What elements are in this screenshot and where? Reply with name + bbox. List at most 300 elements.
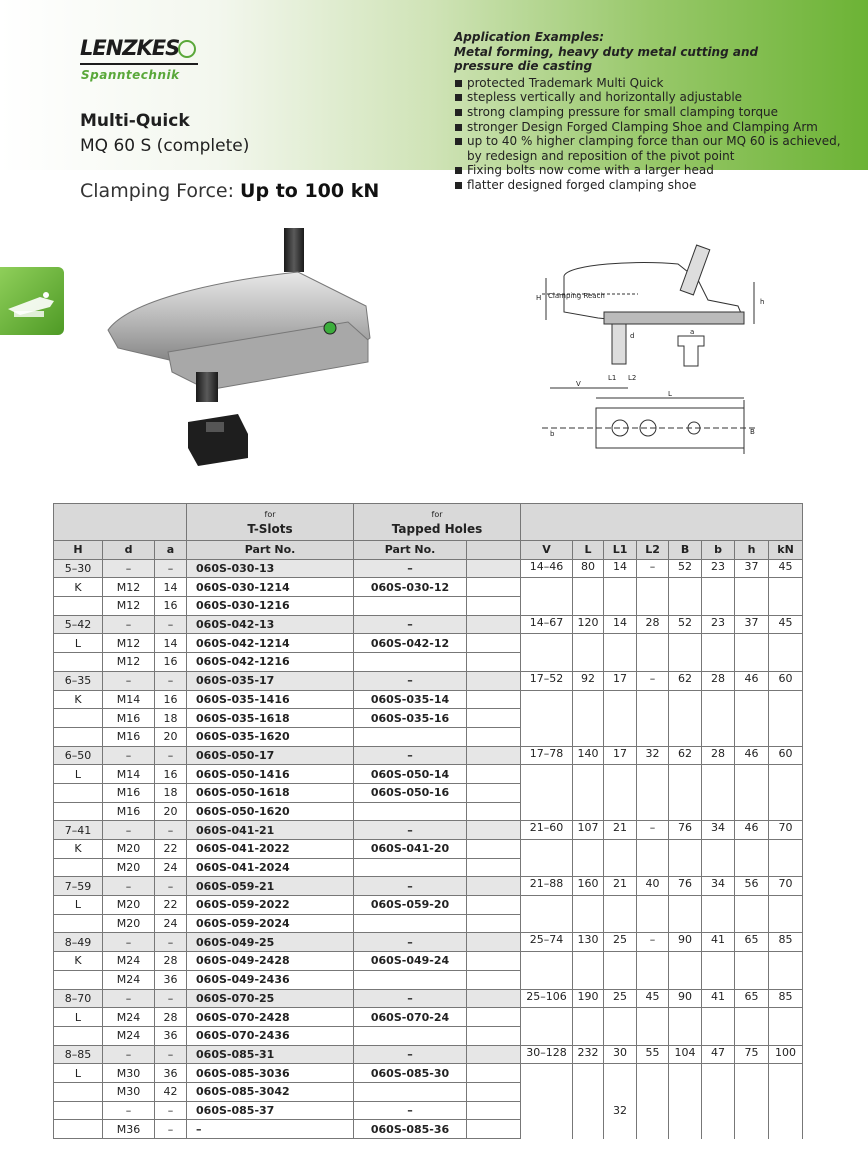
cell-spec: 100	[769, 1045, 803, 1064]
cell-spec: 23	[702, 559, 735, 578]
technical-drawing	[528, 240, 858, 470]
cell-spec	[637, 858, 669, 877]
fixing-bolt	[196, 372, 218, 402]
cell-spec	[769, 840, 803, 859]
cell-spec: 14–46	[521, 559, 573, 578]
cell-spec	[702, 709, 735, 728]
cell-spec	[637, 914, 669, 933]
svg-text:L: L	[668, 390, 672, 398]
cell-part-tslot: 060S-042-13	[187, 615, 354, 634]
cell-spec	[702, 1064, 735, 1083]
cell-part-tapped: 060S-035-16	[354, 709, 467, 728]
cell-d: M30	[103, 1082, 155, 1101]
cell-spec: 80	[573, 559, 604, 578]
cell-H	[54, 914, 103, 933]
cell-a: –	[155, 1101, 187, 1120]
cell-spacer	[467, 746, 521, 765]
cell-spacer	[467, 783, 521, 802]
cell-spacer	[467, 933, 521, 952]
cell-part-tslot: 060S-030-1216	[187, 597, 354, 616]
cell-spec	[521, 896, 573, 915]
table-row	[54, 1064, 803, 1083]
cell-spec	[573, 653, 604, 672]
cell-spec	[573, 952, 604, 971]
cell-d: M14	[103, 765, 155, 784]
cell-spec	[521, 970, 573, 989]
cell-spacer	[467, 653, 521, 672]
cell-spec: 21	[604, 821, 637, 840]
cell-spec: 21	[604, 877, 637, 896]
cell-a: 14	[155, 634, 187, 653]
cell-spacer	[467, 914, 521, 933]
spirit-level-icon	[324, 322, 336, 334]
cell-part-tslot: 060S-059-2022	[187, 896, 354, 915]
cell-spec	[735, 690, 769, 709]
cell-spec	[735, 1008, 769, 1027]
cell-H	[54, 802, 103, 821]
cell-H	[54, 727, 103, 746]
cell-spec	[521, 858, 573, 877]
cell-spec: 70	[769, 821, 803, 840]
category-tab[interactable]	[0, 267, 64, 335]
cell-part-tslot: 060S-070-2436	[187, 1026, 354, 1045]
t-slot-nut	[188, 414, 248, 466]
cell-spec	[669, 952, 702, 971]
cell-spec	[637, 970, 669, 989]
cell-spec: 25–74	[521, 933, 573, 952]
cell-spec	[669, 970, 702, 989]
cell-spec	[637, 840, 669, 859]
cell-d: –	[103, 615, 155, 634]
cell-a: 18	[155, 709, 187, 728]
cell-spacer	[467, 821, 521, 840]
cell-spec: 120	[573, 615, 604, 634]
cell-spec: 55	[637, 1045, 669, 1064]
cell-spec	[769, 765, 803, 784]
cell-spec	[521, 578, 573, 597]
cell-spec	[604, 653, 637, 672]
side-view-bolt	[612, 324, 626, 364]
cell-spec: 32	[637, 746, 669, 765]
cell-spec	[573, 1064, 604, 1083]
cell-spec	[735, 896, 769, 915]
cell-part-tslot: 060S-050-1618	[187, 783, 354, 802]
cell-spec	[604, 1026, 637, 1045]
table-row	[54, 690, 803, 709]
cell-d: M12	[103, 578, 155, 597]
cell-spec	[573, 1008, 604, 1027]
cell-H	[54, 858, 103, 877]
cell-spec	[769, 1101, 803, 1120]
cell-spec	[669, 1026, 702, 1045]
cell-spec	[702, 578, 735, 597]
side-view-shoe	[604, 312, 744, 324]
cell-part-tapped: 060S-050-14	[354, 765, 467, 784]
cell-H: L	[54, 1008, 103, 1027]
cell-spacer	[467, 952, 521, 971]
cell-part-tapped: –	[354, 671, 467, 690]
cell-spec: 104	[669, 1045, 702, 1064]
cell-spec	[669, 578, 702, 597]
cell-part-tslot: 060S-070-2428	[187, 1008, 354, 1027]
cell-a: 18	[155, 783, 187, 802]
cell-spec: 52	[669, 615, 702, 634]
cell-part-tslot: 060S-059-2024	[187, 914, 354, 933]
cell-spec	[735, 914, 769, 933]
table-row	[54, 840, 803, 859]
cell-spec	[702, 952, 735, 971]
cell-spec	[702, 802, 735, 821]
cell-spacer	[467, 709, 521, 728]
cell-spec	[521, 765, 573, 784]
cell-spec: 37	[735, 615, 769, 634]
force-label: Clamping Force:	[80, 180, 234, 202]
cell-spec	[637, 1064, 669, 1083]
cell-part-tslot: 060S-035-17	[187, 671, 354, 690]
cell-spec	[769, 1120, 803, 1139]
cell-spec	[669, 1008, 702, 1027]
cell-spec	[637, 802, 669, 821]
cell-a: 24	[155, 914, 187, 933]
cell-spec	[573, 709, 604, 728]
cell-part-tapped: 060S-085-30	[354, 1064, 467, 1083]
cell-H: L	[54, 634, 103, 653]
cell-spec: 17–78	[521, 746, 573, 765]
table-row	[54, 653, 803, 672]
cell-d: M14	[103, 690, 155, 709]
cell-spec	[702, 727, 735, 746]
cell-spec: 45	[769, 559, 803, 578]
cell-spacer	[467, 578, 521, 597]
clamping-force	[80, 180, 379, 202]
cell-spec	[637, 896, 669, 915]
cell-spec: 23	[702, 615, 735, 634]
table-row	[54, 877, 803, 896]
cell-spec: 46	[735, 821, 769, 840]
cell-part-tslot: 060S-050-1416	[187, 765, 354, 784]
col-L: L	[573, 541, 604, 560]
cell-spec: 14	[604, 615, 637, 634]
cell-d: M20	[103, 896, 155, 915]
cell-d: M16	[103, 727, 155, 746]
cell-spec	[637, 597, 669, 616]
t-slot-section	[678, 336, 704, 366]
cell-spec	[521, 653, 573, 672]
cell-part-tapped	[354, 727, 467, 746]
cell-spec	[521, 952, 573, 971]
table-row	[54, 765, 803, 784]
application-heading: Application Examples: Metal forming, heavy duty metal cutting and pressure die casting	[454, 30, 759, 74]
table-row	[54, 858, 803, 877]
cell-a: –	[155, 933, 187, 952]
cell-spec: –	[637, 559, 669, 578]
cell-d: M24	[103, 1026, 155, 1045]
cell-spec: 190	[573, 989, 604, 1008]
cell-spec	[702, 896, 735, 915]
cell-part-tapped	[354, 914, 467, 933]
cell-part-tslot: 060S-059-21	[187, 877, 354, 896]
cell-spec	[769, 727, 803, 746]
cell-spec: 70	[769, 877, 803, 896]
cell-spec	[669, 709, 702, 728]
cell-spec	[769, 1064, 803, 1083]
cell-spec	[521, 634, 573, 653]
logo-underline	[80, 63, 198, 65]
feature-item: Fixing bolts now come with a larger head	[454, 163, 854, 178]
cell-part-tslot: 060S-049-2436	[187, 970, 354, 989]
cell-spec	[604, 783, 637, 802]
cell-spec	[573, 783, 604, 802]
cell-spec: 107	[573, 821, 604, 840]
cell-spec: 32	[604, 1101, 637, 1120]
svg-text:B: B	[750, 428, 755, 436]
cell-spec	[735, 709, 769, 728]
cell-part-tapped: 060S-059-20	[354, 896, 467, 915]
cell-a: 36	[155, 1064, 187, 1083]
cell-part-tapped: 060S-070-24	[354, 1008, 467, 1027]
cell-spec	[637, 1082, 669, 1101]
cell-spec	[604, 914, 637, 933]
cell-a: 36	[155, 1026, 187, 1045]
cell-spec	[521, 802, 573, 821]
cell-d: –	[103, 1101, 155, 1120]
cell-spec	[604, 840, 637, 859]
cell-H: 5–42	[54, 615, 103, 634]
cell-part-tapped	[354, 1082, 467, 1101]
cell-spec: 76	[669, 821, 702, 840]
cell-spec: 34	[702, 821, 735, 840]
cell-spec	[604, 802, 637, 821]
cell-d: M16	[103, 709, 155, 728]
cell-d: –	[103, 746, 155, 765]
cell-spec	[521, 1026, 573, 1045]
cell-H: K	[54, 952, 103, 971]
cell-part-tslot: 060S-050-17	[187, 746, 354, 765]
cell-spec	[669, 765, 702, 784]
cell-part-tapped: 060S-049-24	[354, 952, 467, 971]
cell-spec: 65	[735, 989, 769, 1008]
cell-spec: 45	[769, 615, 803, 634]
cell-spec: 92	[573, 671, 604, 690]
cell-d: M12	[103, 597, 155, 616]
cell-d: M20	[103, 914, 155, 933]
cell-H	[54, 970, 103, 989]
cell-spec	[669, 1120, 702, 1139]
cell-H	[54, 783, 103, 802]
cell-spacer	[467, 671, 521, 690]
cell-part-tslot: 060S-085-3042	[187, 1082, 354, 1101]
cell-a: 16	[155, 653, 187, 672]
col-V: V	[521, 541, 573, 560]
col-a: a	[155, 541, 187, 560]
cell-spec: 60	[769, 671, 803, 690]
cell-spec	[604, 634, 637, 653]
cell-spacer	[467, 858, 521, 877]
cell-d: M24	[103, 970, 155, 989]
cell-spec	[702, 840, 735, 859]
cell-spec	[573, 858, 604, 877]
cell-spec	[573, 690, 604, 709]
cell-part-tslot: 060S-085-31	[187, 1045, 354, 1064]
table-row	[54, 1026, 803, 1045]
force-value: Up to 100 kN	[240, 180, 380, 202]
cell-a: 16	[155, 765, 187, 784]
table-row	[54, 989, 803, 1008]
cell-d: –	[103, 1045, 155, 1064]
cell-d: M20	[103, 840, 155, 859]
cell-spec	[669, 840, 702, 859]
col-B: B	[669, 541, 702, 560]
cell-spec	[604, 690, 637, 709]
cell-H	[54, 1101, 103, 1120]
cell-a: 16	[155, 597, 187, 616]
cell-spec	[769, 634, 803, 653]
cell-H: 7–59	[54, 877, 103, 896]
col-h: h	[735, 541, 769, 560]
cell-part-tapped: –	[354, 559, 467, 578]
cell-spacer	[467, 989, 521, 1008]
product-model: MQ 60 S (complete)	[80, 136, 250, 156]
globe-icon	[178, 40, 196, 58]
cell-part-tslot: 060S-035-1620	[187, 727, 354, 746]
cell-spec	[735, 858, 769, 877]
feature-list	[454, 76, 854, 193]
cell-spec	[669, 914, 702, 933]
cell-part-tslot: 060S-050-1620	[187, 802, 354, 821]
cell-spec	[702, 914, 735, 933]
cell-d: M24	[103, 952, 155, 971]
cell-d: –	[103, 821, 155, 840]
cell-H: L	[54, 765, 103, 784]
cell-part-tslot: 060S-035-1618	[187, 709, 354, 728]
cell-part-tslot: 060S-070-25	[187, 989, 354, 1008]
cell-part-tslot: 060S-042-1216	[187, 653, 354, 672]
cell-spec: –	[637, 821, 669, 840]
cell-spacer	[467, 1045, 521, 1064]
cell-part-tapped: 060S-042-12	[354, 634, 467, 653]
feature-item: stepless vertically and horizontally adjustable	[454, 90, 854, 105]
col-part-tapped: Part No.	[354, 541, 467, 560]
cell-spec	[769, 597, 803, 616]
cell-H	[54, 653, 103, 672]
cell-spacer	[467, 896, 521, 915]
clamping-reach-label: Clamping Reach	[548, 292, 605, 300]
cell-spec	[769, 578, 803, 597]
table-row	[54, 578, 803, 597]
cell-spacer	[467, 1064, 521, 1083]
cell-spec: 85	[769, 989, 803, 1008]
cell-spec	[573, 802, 604, 821]
cell-spec	[669, 653, 702, 672]
cell-part-tapped: –	[354, 615, 467, 634]
cell-a: 20	[155, 727, 187, 746]
table-row	[54, 746, 803, 765]
cell-spec	[702, 1101, 735, 1120]
cell-H: L	[54, 1064, 103, 1083]
cell-spec	[604, 727, 637, 746]
cell-spec: 14	[604, 559, 637, 578]
cell-spec	[604, 578, 637, 597]
table-row	[54, 559, 803, 578]
cell-spacer	[467, 970, 521, 989]
cell-part-tslot: 060S-030-13	[187, 559, 354, 578]
cell-spec	[735, 765, 769, 784]
cell-spec	[573, 970, 604, 989]
cell-spec	[769, 914, 803, 933]
cell-spec	[573, 1026, 604, 1045]
cell-spec	[735, 952, 769, 971]
svg-text:h: h	[760, 298, 765, 306]
cell-spec	[769, 802, 803, 821]
cell-spec	[769, 858, 803, 877]
table-row	[54, 597, 803, 616]
cell-spec	[769, 896, 803, 915]
cell-a: –	[155, 989, 187, 1008]
svg-text:a: a	[690, 328, 695, 336]
cell-spec	[604, 765, 637, 784]
cell-spec	[735, 1026, 769, 1045]
cell-spec	[637, 653, 669, 672]
table-row	[54, 896, 803, 915]
cell-spec: 40	[637, 877, 669, 896]
cell-spec	[637, 1008, 669, 1027]
cell-spec: 130	[573, 933, 604, 952]
cell-spec	[702, 1026, 735, 1045]
cell-spec	[702, 653, 735, 672]
cell-spec	[702, 970, 735, 989]
cell-part-tslot: 060S-041-21	[187, 821, 354, 840]
feature-item: flatter designed forged clamping shoe	[454, 178, 854, 193]
table-row	[54, 1101, 803, 1120]
cell-a: 14	[155, 578, 187, 597]
cell-spec: 46	[735, 746, 769, 765]
cell-part-tapped	[354, 802, 467, 821]
cell-spec	[769, 1026, 803, 1045]
cell-spec	[769, 952, 803, 971]
cell-spec: 62	[669, 746, 702, 765]
cell-spec	[735, 653, 769, 672]
table-row	[54, 1082, 803, 1101]
cell-spacer	[467, 802, 521, 821]
cell-H: L	[54, 896, 103, 915]
cell-spec	[702, 1008, 735, 1027]
table-row	[54, 709, 803, 728]
cell-spec	[769, 709, 803, 728]
cell-spec	[702, 634, 735, 653]
cell-d: –	[103, 933, 155, 952]
feature-item: stronger Design Forged Clamping Shoe and Clamping Arm	[454, 120, 854, 135]
cell-spec	[702, 765, 735, 784]
cell-part-tapped: 060S-030-12	[354, 578, 467, 597]
cell-H: 8–49	[54, 933, 103, 952]
col-d: d	[103, 541, 155, 560]
svg-text:d: d	[630, 332, 635, 340]
cell-spec	[604, 1008, 637, 1027]
cell-spec	[604, 896, 637, 915]
cell-spec: –	[637, 933, 669, 952]
cell-spec: 37	[735, 559, 769, 578]
cell-part-tslot: 060S-085-3036	[187, 1064, 354, 1083]
cell-a: 42	[155, 1082, 187, 1101]
cell-part-tapped: 060S-085-36	[354, 1120, 467, 1139]
cell-spec	[604, 970, 637, 989]
cell-spec: 75	[735, 1045, 769, 1064]
feature-item: strong clamping pressure for small clamping torque	[454, 105, 854, 120]
cell-a: 28	[155, 952, 187, 971]
product-photo	[98, 222, 398, 470]
cell-spec	[637, 1026, 669, 1045]
cell-H	[54, 1082, 103, 1101]
